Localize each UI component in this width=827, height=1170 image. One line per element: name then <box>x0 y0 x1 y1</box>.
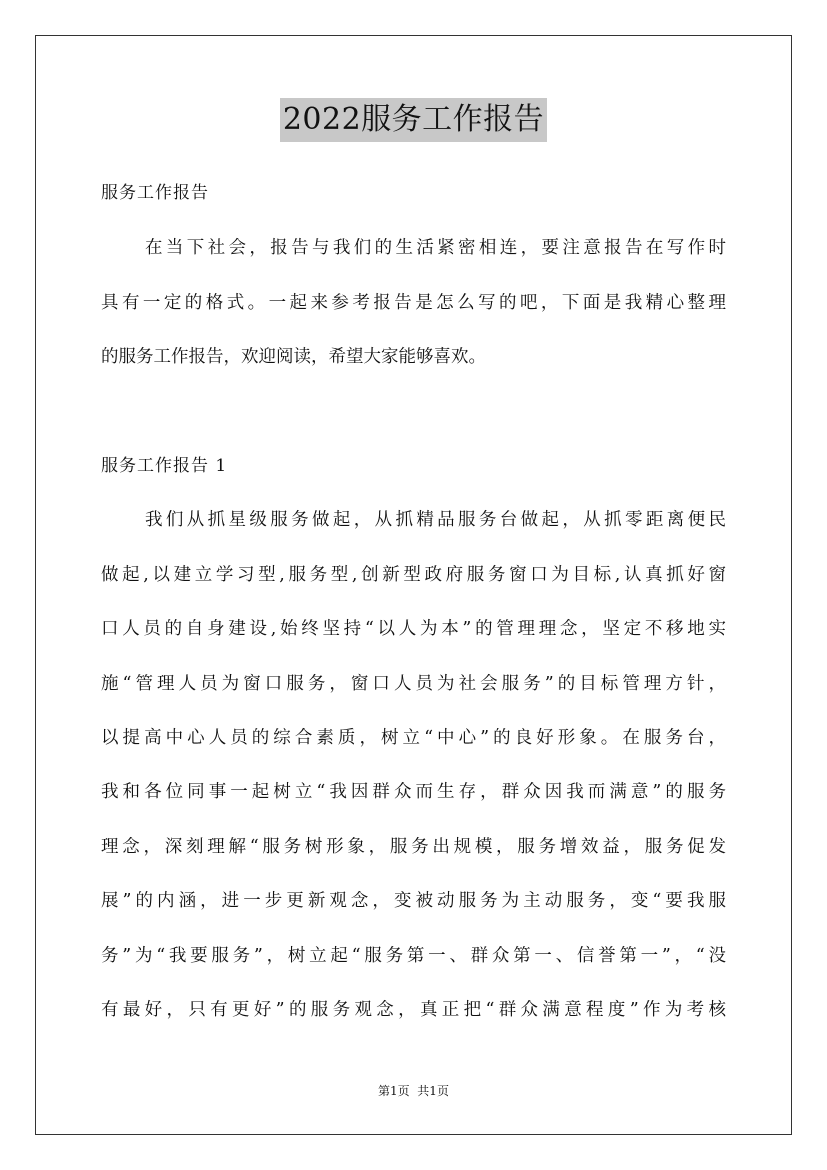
intro-line: 具有一定的格式。一起来参考报告是怎么写的吧，下面是我精心整理 <box>101 293 726 313</box>
title-container <box>0 98 827 142</box>
intro-line: 的服务工作报告，欢迎阅读，希望大家能够喜欢。 <box>101 347 486 367</box>
section-1-line: 有最好，只有更好”的服务观念，真正把“群众满意程度”作为考核 <box>101 1000 726 1020</box>
section-1-line: 口人员的自身建设,始终坚持“以人为本”的管理理念，坚定不移地实 <box>101 619 726 639</box>
section-1-heading: 服务工作报告 1 <box>101 456 228 476</box>
section-1-line: 理念，深刻理解“服务树形象，服务出规模，服务增效益，服务促发 <box>101 837 726 857</box>
section-1-line: 务”为“我要服务”，树立起“服务第一、群众第一、信誉第一”，“没 <box>101 946 726 966</box>
intro-heading: 服务工作报告 <box>101 183 209 203</box>
section-1-line: 以提高中心人员的综合素质，树立“中心”的良好形象。在服务台， <box>101 728 726 748</box>
section-1-line: 施“管理人员为窗口服务，窗口人员为社会服务”的目标管理方针， <box>101 674 726 694</box>
section-1-line: 做起,以建立学习型,服务型,创新型政府服务窗口为目标,认真抓好窗 <box>101 565 726 585</box>
document-title: 2022服务工作报告 <box>280 98 547 142</box>
page-footer: 第1页 共1页 <box>378 1084 449 1098</box>
section-1-line: 我和各位同事一起树立“我因群众而生存，群众因我而满意”的服务 <box>101 782 726 802</box>
section-1-line: 我们从抓星级服务做起，从抓精品服务台做起，从抓零距离便民 <box>145 510 726 530</box>
section-1-line: 展”的内涵，进一步更新观念，变被动服务为主动服务，变“要我服 <box>101 891 726 911</box>
intro-line: 在当下社会，报告与我们的生活紧密相连，要注意报告在写作时 <box>145 238 726 258</box>
